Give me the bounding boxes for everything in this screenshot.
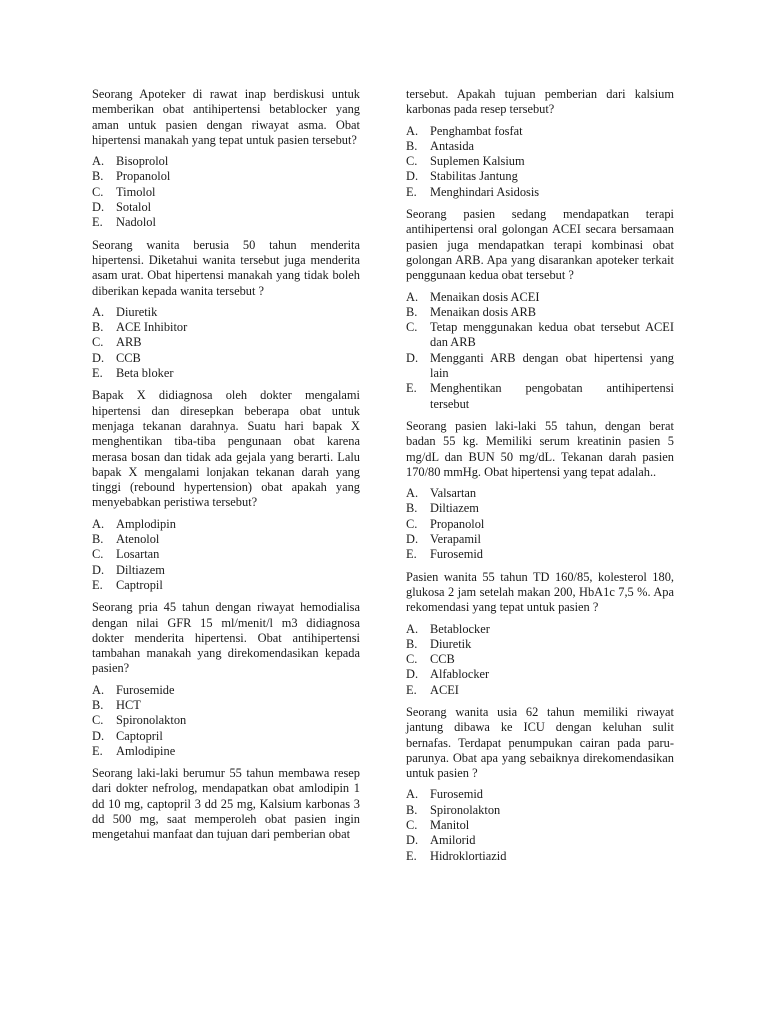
option-letter: B. xyxy=(92,169,104,184)
option-letter: C. xyxy=(92,184,104,199)
question-block xyxy=(92,238,360,382)
option-item xyxy=(406,803,674,818)
question-block xyxy=(406,419,674,563)
option-text: Betablocker xyxy=(430,621,490,636)
option-text: ARB xyxy=(116,335,142,350)
question-block xyxy=(92,87,360,231)
question-stem: Seorang laki-laki berumur 55 tahun membawa resep dari dokter nefrolog, mendapatkan obat amlodipin 1 dd 10 mg, captopril 3 dd 25 mg, Kalsium karbonas 3 dd 500 mg, saat memperoleh obat pasien ingin mengetahui manfaat dan tujuan dari pemberian obat xyxy=(92,766,360,842)
option-text: Menaikan dosis ARB xyxy=(430,304,537,319)
question-block xyxy=(406,87,674,200)
option-list xyxy=(406,486,674,562)
question-stem: Seorang wanita berusia 50 tahun menderita hipertensi. Diketahui wanita tersebut juga menderita asam urat. Obat hipertensi manakah yang tidak boleh diberikan kepada wanita tersebut ? xyxy=(92,237,360,298)
option-letter: C. xyxy=(92,713,104,728)
option-list xyxy=(92,154,360,230)
question-stem: Seorang pria 45 tahun dengan riwayat hemodialisa dengan nilai GFR 15 ml/menit/l m3 didiagnosa dokter menderita hipertensi. Obat antihipertensi tambahan manakah yang direkomendasikan kepada pasien? xyxy=(92,600,360,676)
option-text: Bisoprolol xyxy=(116,154,169,169)
option-letter: C. xyxy=(406,154,418,169)
option-text: Diltiazem xyxy=(116,562,165,577)
option-item xyxy=(406,532,674,547)
option-item xyxy=(406,381,674,412)
option-letter: B. xyxy=(406,501,418,516)
option-item xyxy=(92,351,360,366)
option-text: Spironolakton xyxy=(116,713,187,728)
option-text: Spironolakton xyxy=(430,802,501,817)
option-item xyxy=(92,517,360,532)
option-text: Captopril xyxy=(116,728,163,743)
option-list xyxy=(406,290,674,412)
option-item xyxy=(92,729,360,744)
option-text: Sotalol xyxy=(116,200,152,215)
option-text: Timolol xyxy=(116,184,156,199)
option-letter: A. xyxy=(406,486,419,501)
option-letter: B. xyxy=(406,802,418,817)
option-text: Amilorid xyxy=(430,833,476,848)
option-item xyxy=(92,215,360,230)
option-text: Penghambat fosfat xyxy=(430,123,523,138)
option-text: Amlodipine xyxy=(116,743,176,758)
question-block xyxy=(92,766,360,842)
option-text: Tetap menggunakan kedua obat tersebut ACEI dan ARB xyxy=(430,320,674,350)
option-letter: C. xyxy=(406,516,418,531)
option-text: HCT xyxy=(116,697,141,712)
option-item xyxy=(92,305,360,320)
option-letter: C. xyxy=(92,547,104,562)
option-text: Furosemid xyxy=(430,787,484,802)
option-letter: C. xyxy=(92,335,104,350)
option-item xyxy=(92,563,360,578)
option-letter: A. xyxy=(92,682,105,697)
option-item xyxy=(92,683,360,698)
option-list xyxy=(92,305,360,381)
option-letter: E. xyxy=(406,682,417,697)
option-letter: D. xyxy=(92,200,105,215)
option-item xyxy=(92,169,360,184)
option-letter: B. xyxy=(92,697,104,712)
option-letter: C. xyxy=(406,320,418,335)
option-item xyxy=(92,578,360,593)
option-letter: C. xyxy=(406,818,418,833)
option-item xyxy=(406,185,674,200)
option-item xyxy=(406,622,674,637)
option-text: Antasida xyxy=(430,138,475,153)
option-letter: E. xyxy=(92,743,103,758)
option-text: Alfablocker xyxy=(430,667,490,682)
option-text: Diltiazem xyxy=(430,501,479,516)
option-text: Captropil xyxy=(116,577,163,592)
option-letter: A. xyxy=(406,787,419,802)
option-item xyxy=(406,351,674,382)
option-letter: D. xyxy=(406,833,419,848)
option-letter: E. xyxy=(406,381,417,396)
option-letter: D. xyxy=(92,350,105,365)
option-item xyxy=(92,200,360,215)
option-letter: B. xyxy=(406,636,418,651)
question-stem: Seorang pasien sedang mendapatkan terapi antihipertensi oral golongan ACEI secara bersamaan pasien juga mendapatkan terapi kombinasi obat golongan ARB. Apa yang disarankan apoteker terkait penggunaan kedua obat tersebut ? xyxy=(406,207,674,283)
option-letter: D. xyxy=(406,532,419,547)
option-text: Nadolol xyxy=(116,215,156,230)
option-item xyxy=(406,667,674,682)
option-letter: B. xyxy=(92,320,104,335)
option-text: Atenolol xyxy=(116,532,160,547)
option-text: Verapamil xyxy=(430,532,481,547)
option-text: Losartan xyxy=(116,547,160,562)
option-text: Amplodipin xyxy=(116,516,176,531)
option-list xyxy=(406,787,674,863)
option-item xyxy=(406,169,674,184)
option-letter: E. xyxy=(92,366,103,381)
right-column xyxy=(406,87,674,871)
question-stem: Bapak X didiagnosa oleh dokter mengalami hipertensi dan diresepkan beberapa obat untuk menjaga tekanan darahnya. Suatu hari bapak X menghentikan tiba-tiba pengunaan obat karena merasa bosan dan tidak ada gejala yang berarti. Lalu bapak X mengalami lonjakan tekanan darah yang tinggi (rebound hypertension) obat apakah yang menyebabkan peristiwa tersebut? xyxy=(92,388,360,510)
option-text: CCB xyxy=(430,652,455,667)
option-item xyxy=(406,154,674,169)
left-column xyxy=(92,87,360,850)
option-item xyxy=(406,849,674,864)
question-stem: Seorang pasien laki-laki 55 tahun, dengan berat badan 55 kg. Memiliki serum kreatinin pasien 5 mg/dL dan BUN 50 mg/dL. Tekanan darah pasien 170/80 mmHg. Obat hipertensi yang tepat adalah.. xyxy=(406,418,674,479)
option-item xyxy=(92,320,360,335)
option-text: Beta bloker xyxy=(116,366,174,381)
option-text: Menghindari Asidosis xyxy=(430,184,540,199)
option-text: ACE Inhibitor xyxy=(116,320,188,335)
option-letter: D. xyxy=(92,562,105,577)
option-letter: D. xyxy=(406,169,419,184)
option-text: Menghentikan pengobatan antihipertensi tersebut xyxy=(430,381,674,411)
option-item xyxy=(92,713,360,728)
option-letter: A. xyxy=(92,516,105,531)
option-item xyxy=(406,124,674,139)
option-list xyxy=(92,683,360,759)
option-text: Diuretik xyxy=(430,636,472,651)
option-text: Hidroklortiazid xyxy=(430,848,507,863)
option-item xyxy=(406,683,674,698)
option-list xyxy=(406,124,674,200)
option-text: Diuretik xyxy=(116,304,158,319)
option-item xyxy=(406,501,674,516)
option-item xyxy=(92,366,360,381)
option-item xyxy=(406,818,674,833)
option-letter: E. xyxy=(92,577,103,592)
option-text: Mengganti ARB dengan obat hipertensi yang lain xyxy=(430,350,674,381)
option-item xyxy=(406,517,674,532)
option-letter: A. xyxy=(92,154,105,169)
option-letter: E. xyxy=(406,547,417,562)
option-text: Stabilitas Jantung xyxy=(430,169,518,184)
option-list xyxy=(92,517,360,593)
option-letter: E. xyxy=(92,215,103,230)
option-item xyxy=(92,185,360,200)
option-text: Suplemen Kalsium xyxy=(430,154,525,169)
option-item xyxy=(406,486,674,501)
option-item xyxy=(406,290,674,305)
option-item xyxy=(92,335,360,350)
option-text: Propanolol xyxy=(116,169,171,184)
question-block xyxy=(406,207,674,412)
question-block xyxy=(406,570,674,698)
option-letter: A. xyxy=(92,304,105,319)
option-item xyxy=(406,139,674,154)
option-letter: D. xyxy=(406,667,419,682)
question-block xyxy=(92,600,360,759)
option-item xyxy=(92,744,360,759)
option-item xyxy=(406,787,674,802)
option-text: Manitol xyxy=(430,818,470,833)
option-letter: D. xyxy=(406,350,419,365)
option-letter: B. xyxy=(92,532,104,547)
option-letter: E. xyxy=(406,184,417,199)
option-text: Furosemide xyxy=(116,682,175,697)
option-text: Furosemid xyxy=(430,547,484,562)
option-item xyxy=(92,154,360,169)
question-stem: tersebut. Apakah tujuan pemberian dari kalsium karbonas pada resep tersebut? xyxy=(406,87,674,117)
option-text: Propanolol xyxy=(430,516,485,531)
option-item xyxy=(406,833,674,848)
option-item xyxy=(92,547,360,562)
option-text: ACEI xyxy=(430,682,459,697)
option-letter: B. xyxy=(406,304,418,319)
option-letter: A. xyxy=(406,123,419,138)
option-letter: E. xyxy=(406,848,417,863)
option-text: Valsartan xyxy=(430,486,477,501)
option-letter: A. xyxy=(406,621,419,636)
option-item xyxy=(406,305,674,320)
question-block xyxy=(406,705,674,864)
option-item xyxy=(406,637,674,652)
option-item xyxy=(406,547,674,562)
option-letter: B. xyxy=(406,138,418,153)
option-item xyxy=(406,652,674,667)
option-list xyxy=(406,622,674,698)
option-letter: D. xyxy=(92,728,105,743)
option-item xyxy=(92,532,360,547)
question-block xyxy=(92,388,360,593)
option-item xyxy=(406,320,674,351)
option-text: CCB xyxy=(116,350,141,365)
option-letter: A. xyxy=(406,289,419,304)
option-item xyxy=(92,698,360,713)
question-stem: Seorang wanita usia 62 tahun memiliki riwayat jantung dibawa ke ICU dengan keluhan sulit bernafas. Terdapat penumpukan cairan pada paru-parunya. Obat apa yang sebaiknya direkomendasikan untuk pasien ? xyxy=(406,704,674,781)
question-stem: Pasien wanita 55 tahun TD 160/85, kolesterol 180, glukosa 2 jam setelah makan 200, HbA1c 7,5 %. Apa rekomendasi yang tepat untuk pasien ? xyxy=(406,569,674,615)
question-stem: Seorang Apoteker di rawat inap berdiskusi untuk memberikan obat antihipertensi betablocker yang aman untuk pasien dengan riwayat asma. Obat hipertensi manakah yang tepat untuk pasien tersebut? xyxy=(92,87,360,147)
option-text: Menaikan dosis ACEI xyxy=(430,289,540,304)
option-letter: C. xyxy=(406,652,418,667)
